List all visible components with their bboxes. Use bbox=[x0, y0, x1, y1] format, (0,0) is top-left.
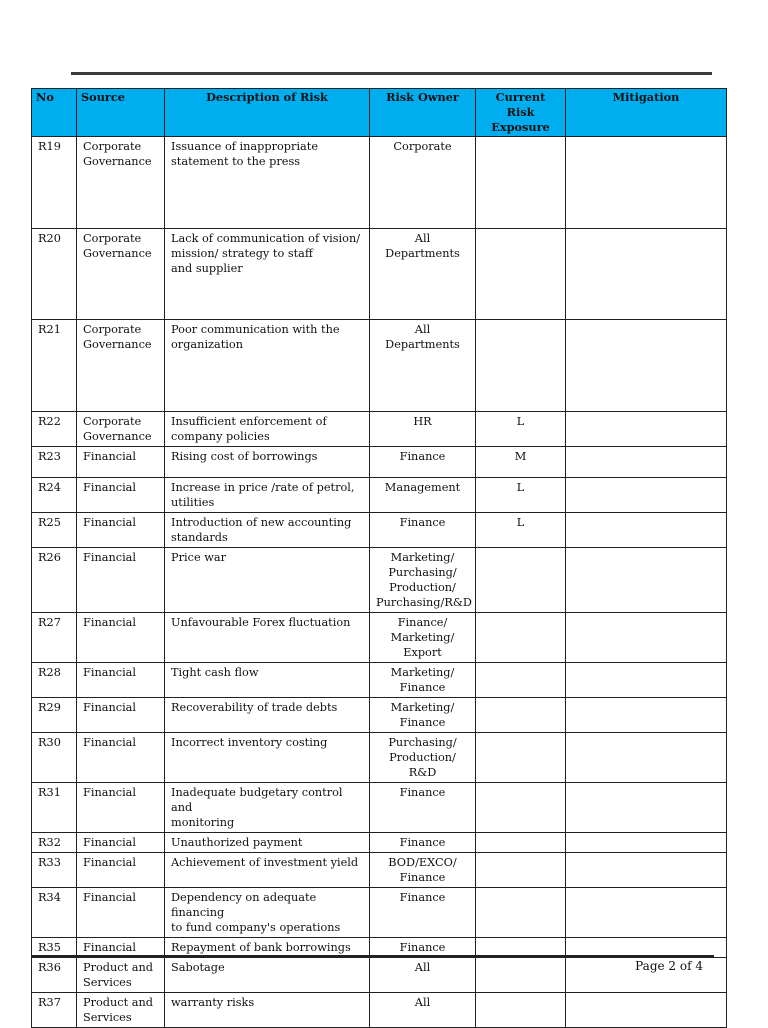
cell-source: Financial bbox=[77, 833, 165, 853]
table-row bbox=[32, 412, 727, 447]
cell-risk-owner: Finance/ Marketing/ Export bbox=[370, 613, 476, 663]
page-number: Page 2 of 4 bbox=[635, 959, 703, 973]
cell-description: Issuance of inappropriate statement to the press bbox=[165, 137, 370, 229]
cell-source: Financial bbox=[77, 853, 165, 888]
cell-risk-owner: Management bbox=[370, 478, 476, 513]
cell-current-risk-exposure bbox=[476, 613, 566, 663]
cell-description: Poor communication with the organization bbox=[165, 320, 370, 412]
table-row bbox=[32, 320, 727, 412]
cell-no: R19 bbox=[32, 137, 77, 229]
cell-mitigation bbox=[566, 513, 727, 548]
cell-current-risk-exposure bbox=[476, 137, 566, 229]
cell-mitigation bbox=[566, 613, 727, 663]
cell-source: Financial bbox=[77, 733, 165, 783]
cell-source: Corporate Governance bbox=[77, 412, 165, 447]
cell-description: Unfavourable Forex fluctuation bbox=[165, 613, 370, 663]
table-row bbox=[32, 447, 727, 478]
cell-description: Unauthorized payment bbox=[165, 833, 370, 853]
cell-description: Tight cash flow bbox=[165, 663, 370, 698]
cell-mitigation bbox=[566, 412, 727, 447]
table-row bbox=[32, 698, 727, 733]
column-header-source: Source bbox=[77, 89, 165, 137]
cell-mitigation bbox=[566, 833, 727, 853]
cell-source: Financial bbox=[77, 513, 165, 548]
cell-source: Corporate Governance bbox=[77, 137, 165, 229]
cell-source: Product and Services bbox=[77, 993, 165, 1028]
cell-no: R21 bbox=[32, 320, 77, 412]
cell-mitigation bbox=[566, 137, 727, 229]
cell-current-risk-exposure bbox=[476, 698, 566, 733]
cell-risk-owner: Marketing/ Purchasing/ Production/ Purchasing/R&D bbox=[370, 548, 476, 613]
cell-current-risk-exposure bbox=[476, 783, 566, 833]
cell-risk-owner: Finance bbox=[370, 888, 476, 938]
cell-current-risk-exposure bbox=[476, 733, 566, 783]
cell-risk-owner: Marketing/ Finance bbox=[370, 663, 476, 698]
cell-no: R30 bbox=[32, 733, 77, 783]
column-header-risk-owner: Risk Owner bbox=[370, 89, 476, 137]
cell-description: Lack of communication of vision/ mission/ strategy to staff and supplier bbox=[165, 229, 370, 320]
footer-rule bbox=[31, 955, 714, 957]
cell-risk-owner: All Departments bbox=[370, 320, 476, 412]
cell-no: R34 bbox=[32, 888, 77, 938]
cell-no: R32 bbox=[32, 833, 77, 853]
table-row bbox=[32, 888, 727, 938]
cell-no: R24 bbox=[32, 478, 77, 513]
cell-risk-owner: Finance bbox=[370, 447, 476, 478]
column-header-description: Description of Risk bbox=[165, 89, 370, 137]
cell-description: Repayment of bank borrowings bbox=[165, 938, 370, 958]
cell-description: Introduction of new accounting standards bbox=[165, 513, 370, 548]
cell-current-risk-exposure: L bbox=[476, 412, 566, 447]
table-body bbox=[32, 137, 727, 1028]
cell-mitigation bbox=[566, 888, 727, 938]
table-row bbox=[32, 853, 727, 888]
cell-description: Price war bbox=[165, 548, 370, 613]
column-header-current-risk-exposure: Current Risk Exposure bbox=[476, 89, 566, 137]
cell-description: Achievement of investment yield bbox=[165, 853, 370, 888]
table-row bbox=[32, 229, 727, 320]
cell-risk-owner: Finance bbox=[370, 833, 476, 853]
cell-mitigation bbox=[566, 229, 727, 320]
cell-current-risk-exposure bbox=[476, 958, 566, 993]
cell-risk-owner: All Departments bbox=[370, 229, 476, 320]
cell-source: Financial bbox=[77, 783, 165, 833]
cell-source: Financial bbox=[77, 447, 165, 478]
cell-mitigation bbox=[566, 993, 727, 1028]
cell-no: R27 bbox=[32, 613, 77, 663]
column-header-mitigation: Mitigation bbox=[566, 89, 727, 137]
cell-no: R35 bbox=[32, 938, 77, 958]
cell-source: Financial bbox=[77, 888, 165, 938]
cell-mitigation bbox=[566, 478, 727, 513]
cell-no: R25 bbox=[32, 513, 77, 548]
cell-no: R29 bbox=[32, 698, 77, 733]
table-row bbox=[32, 137, 727, 229]
cell-description: Recoverability of trade debts bbox=[165, 698, 370, 733]
risk-register-table bbox=[31, 88, 727, 1028]
cell-source: Corporate Governance bbox=[77, 320, 165, 412]
cell-source: Financial bbox=[77, 613, 165, 663]
cell-source: Financial bbox=[77, 698, 165, 733]
cell-risk-owner: Finance bbox=[370, 938, 476, 958]
table-row bbox=[32, 663, 727, 698]
cell-no: R37 bbox=[32, 993, 77, 1028]
cell-current-risk-exposure bbox=[476, 888, 566, 938]
table-row bbox=[32, 478, 727, 513]
cell-risk-owner: All bbox=[370, 993, 476, 1028]
cell-mitigation bbox=[566, 733, 727, 783]
cell-mitigation bbox=[566, 320, 727, 412]
cell-risk-owner: BOD/EXCO/ Finance bbox=[370, 853, 476, 888]
cell-description: Insufficient enforcement of company policies bbox=[165, 412, 370, 447]
table-row bbox=[32, 548, 727, 613]
cell-description: Rising cost of borrowings bbox=[165, 447, 370, 478]
cell-description: Dependency on adequate financing to fund company's operations bbox=[165, 888, 370, 938]
cell-current-risk-exposure bbox=[476, 993, 566, 1028]
cell-current-risk-exposure bbox=[476, 833, 566, 853]
cell-mitigation bbox=[566, 447, 727, 478]
table-row bbox=[32, 513, 727, 548]
cell-description: Incorrect inventory costing bbox=[165, 733, 370, 783]
header-rule bbox=[71, 72, 712, 75]
cell-description: warranty risks bbox=[165, 993, 370, 1028]
cell-risk-owner: Purchasing/ Production/ R&D bbox=[370, 733, 476, 783]
cell-current-risk-exposure bbox=[476, 853, 566, 888]
cell-risk-owner: Finance bbox=[370, 783, 476, 833]
cell-no: R33 bbox=[32, 853, 77, 888]
cell-mitigation bbox=[566, 853, 727, 888]
cell-current-risk-exposure bbox=[476, 320, 566, 412]
cell-no: R36 bbox=[32, 958, 77, 993]
cell-current-risk-exposure: M bbox=[476, 447, 566, 478]
cell-current-risk-exposure bbox=[476, 548, 566, 613]
cell-no: R28 bbox=[32, 663, 77, 698]
cell-source: Financial bbox=[77, 938, 165, 958]
cell-current-risk-exposure bbox=[476, 229, 566, 320]
cell-no: R31 bbox=[32, 783, 77, 833]
cell-description: Inadequate budgetary control and monitoring bbox=[165, 783, 370, 833]
table-row bbox=[32, 733, 727, 783]
table-row bbox=[32, 783, 727, 833]
cell-source: Corporate Governance bbox=[77, 229, 165, 320]
cell-risk-owner: Corporate bbox=[370, 137, 476, 229]
cell-description: Sabotage bbox=[165, 958, 370, 993]
cell-risk-owner: All bbox=[370, 958, 476, 993]
table-row bbox=[32, 613, 727, 663]
column-header-no: No bbox=[32, 89, 77, 137]
table-row bbox=[32, 993, 727, 1028]
cell-source: Financial bbox=[77, 663, 165, 698]
cell-current-risk-exposure bbox=[476, 663, 566, 698]
cell-mitigation bbox=[566, 698, 727, 733]
cell-mitigation bbox=[566, 663, 727, 698]
cell-source: Financial bbox=[77, 478, 165, 513]
cell-risk-owner: HR bbox=[370, 412, 476, 447]
cell-current-risk-exposure: L bbox=[476, 478, 566, 513]
cell-source: Financial bbox=[77, 548, 165, 613]
cell-risk-owner: Marketing/ Finance bbox=[370, 698, 476, 733]
cell-current-risk-exposure: L bbox=[476, 513, 566, 548]
cell-mitigation bbox=[566, 783, 727, 833]
table-header-row bbox=[32, 89, 727, 137]
cell-source: Product and Services bbox=[77, 958, 165, 993]
cell-description: Increase in price /rate of petrol, utilities bbox=[165, 478, 370, 513]
cell-mitigation bbox=[566, 548, 727, 613]
cell-no: R23 bbox=[32, 447, 77, 478]
cell-no: R20 bbox=[32, 229, 77, 320]
cell-no: R26 bbox=[32, 548, 77, 613]
cell-no: R22 bbox=[32, 412, 77, 447]
cell-risk-owner: Finance bbox=[370, 513, 476, 548]
table-row bbox=[32, 833, 727, 853]
